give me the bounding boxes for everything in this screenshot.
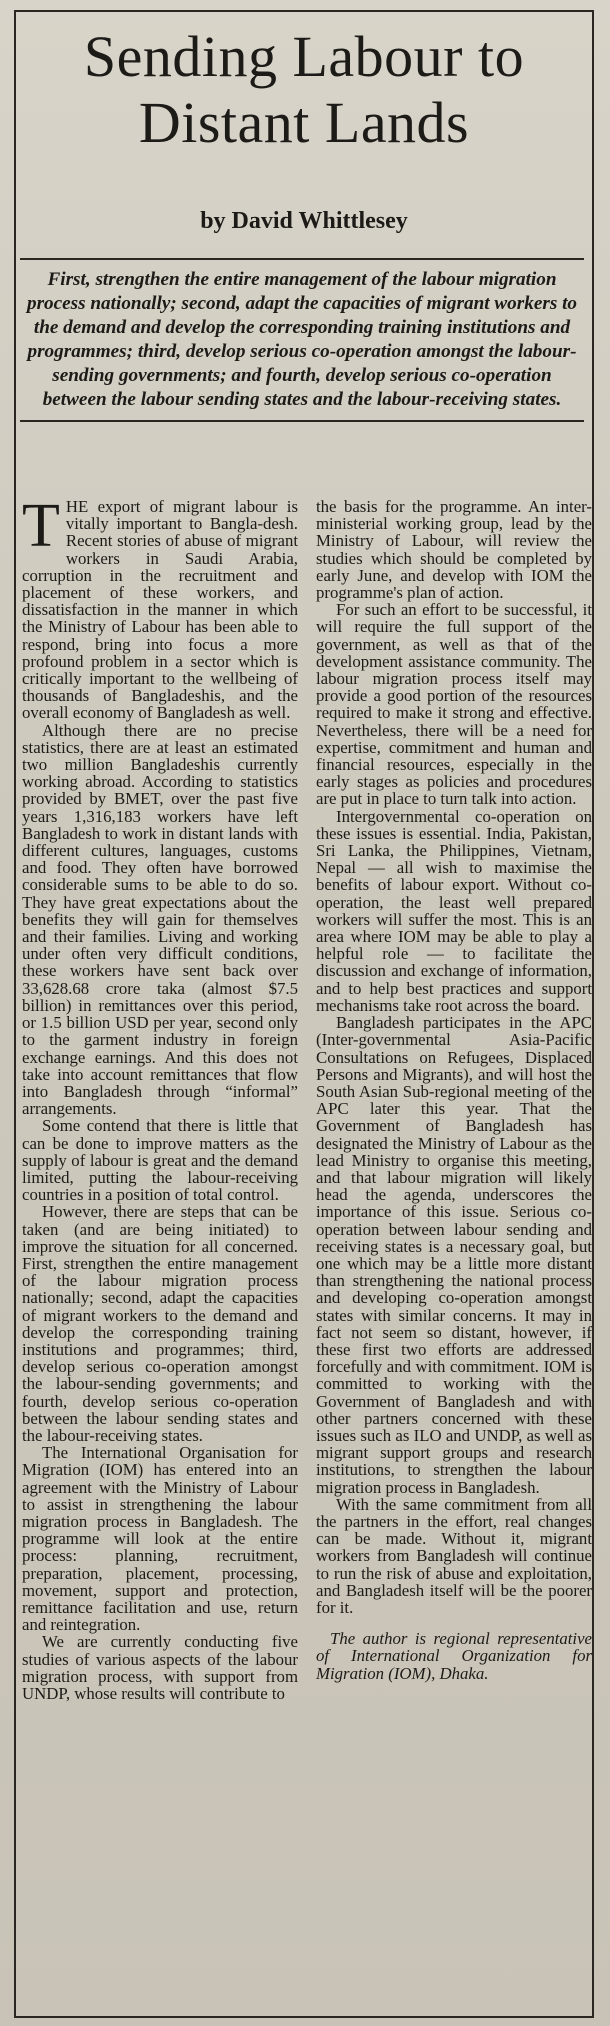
paragraph: However, there are steps that can be taken (and are being initiated) to improve the situation for all concerned. First, strengthen the entire management of the labour migration process nationally; second, adapt the capacities of migrant workers to the demand and develop the corresponding training institutions and programmes; third, develop serious co-operation amongst the labour-sending governments; and fourth, develop serious co-operation between the labour sending states and the labour-receiving states.	[22, 1202, 298, 1445]
paragraph	[22, 492, 298, 723]
summary-blurb: First, strengthen the entire management of the labour migration process nationally; second, adapt the capacities of migrant workers to the demand and develop the corresponding training institutions and programmes; third, develop serious co-operation amongst the labour-sending governments; and fourth, develop serious co-operation between the labour sending states and the labour-receiving states.	[20, 258, 584, 422]
right-column	[316, 498, 592, 1682]
paragraph: Although there are no precise statistics, there are at least an estimated two million Bangladeshis currently working abroad. According to statistics provided by BMET, over the past five years 1,316,183 workers have left Bangladesh to work in distant lands with different cultures, languages, customs and food. They often have borrowed considerable sums to be able to do so. They have great expectations about the benefits they will gain for themselves and their families. Living and working under often very difficult conditions, these workers have sent back over 33,628.68 crore taka (almost $7.5 billion) in remittances over this period, or 1.5 billion USD per year, second only to the garment industry in foreign exchange earnings. And this does not take into account remittances that flow into Bangladesh through “informal” arrangements.	[22, 720, 298, 1119]
author-note: The author is regional representative of International Organization for Migration (IOM), Dhaka.	[316, 1629, 592, 1683]
paragraph: Intergovernmental co-operation on these issues is essential. India, Pakistan, Sri Lanka, the Philippines, Vietnam, Nepal — all wish to maximise the benefits of labour export. Without co-operation, the least well prepared workers will suffer the most. This is an area where IOM may be able to play a helpful role — to facilitate the discussion and exchange of information, and to help best practices and support mechanisms take root across the board.	[316, 806, 592, 1015]
article-title	[14, 24, 594, 156]
left-column	[22, 492, 298, 1704]
paragraph-text: HE export of migrant labour is vitally important to Bangla-desh. Recent stories of abuse of migrant workers in Saudi Arabia, corruption in the recruitment and placement of these workers, and dissatisfaction in the manner in which the Ministry of Labour has been able to respond, bring into focus a more profound problem in a sector which is critically important to the wellbeing of thousands of Bangladeshis, and the overall economy of Bangladesh as well.	[22, 497, 298, 723]
paragraph: Bangladesh participates in the APC (Inter-governmental Asia-Pacific Consultations on Refugees, Displaced Persons and Migrants), and will host the South Asian Sub-regional meeting of the APC later this year. That the Government of Bangladesh has designated the Ministry of Labour as the lead Ministry to organise this meeting, and that labour migration will likely head the agenda, underscores the importance of this issue. Serious co-operation between labour sending and receiving states is a necessary goal, but one which may be a little more distant than strengthening the national process and developing co-operation amongst states with similar concerns. It may in fact not seem so distant, however, if these first two efforts are addressed forcefully and with commitment. IOM is committed to working with the Government of Bangladesh and with other partners concerned with these issues such as ILO and UNDP, as well as migrant support groups and research institutions, to strengthen the labour migration process in Bangladesh.	[316, 1013, 592, 1497]
paragraph: Some contend that there is little that can be done to improve matters as the supply of labour is great and the demand limited, putting the labour-receiving countries in a position of total control.	[22, 1116, 298, 1205]
paragraph: the basis for the programme. An inter-ministerial working group, lead by the Ministry of Labour, will review the studies which should be completed by early June, and develop with IOM the programme's plan of action.	[316, 497, 592, 603]
paragraph: With the same commitment from all the partners in the effort, real changes can be made. Without it, migrant workers from Bangladesh will continue to run the risk of abuse and exploitation, and Bangladesh itself will be the poorer for it.	[316, 1494, 592, 1617]
paragraph: The International Organisation for Migration (IOM) has entered into an agreement with the Ministry of Labour to assist in strengthening the labour migration process in Bangladesh. The programme will look at the entire process: planning, recruitment, preparation, placement, processing, movement, support and protection, remittance facilitation and use, return and reintegration.	[22, 1443, 298, 1635]
drop-cap: T	[22, 492, 60, 560]
paragraph: For such an effort to be successful, it will require the full support of the government, as well as that of the development assistance community. The labour migration process itself may provide a good portion of the resources required to make it strong and effective. Nevertheless, there will be a need for expertise, commitment and human and financial resources, especially in the early stages as policies and procedures are put in place to turn talk into action.	[316, 600, 592, 809]
title-line-2: Distant Lands	[138, 90, 470, 155]
column-divider	[306, 498, 307, 1998]
byline: by David Whittlesey	[200, 208, 408, 234]
paragraph: We are currently conducting five studies of various aspects of the labour migration process, with support from UNDP, whose results will contribute to	[22, 1632, 298, 1704]
title-line-1: Sending Labour to	[83, 24, 525, 89]
